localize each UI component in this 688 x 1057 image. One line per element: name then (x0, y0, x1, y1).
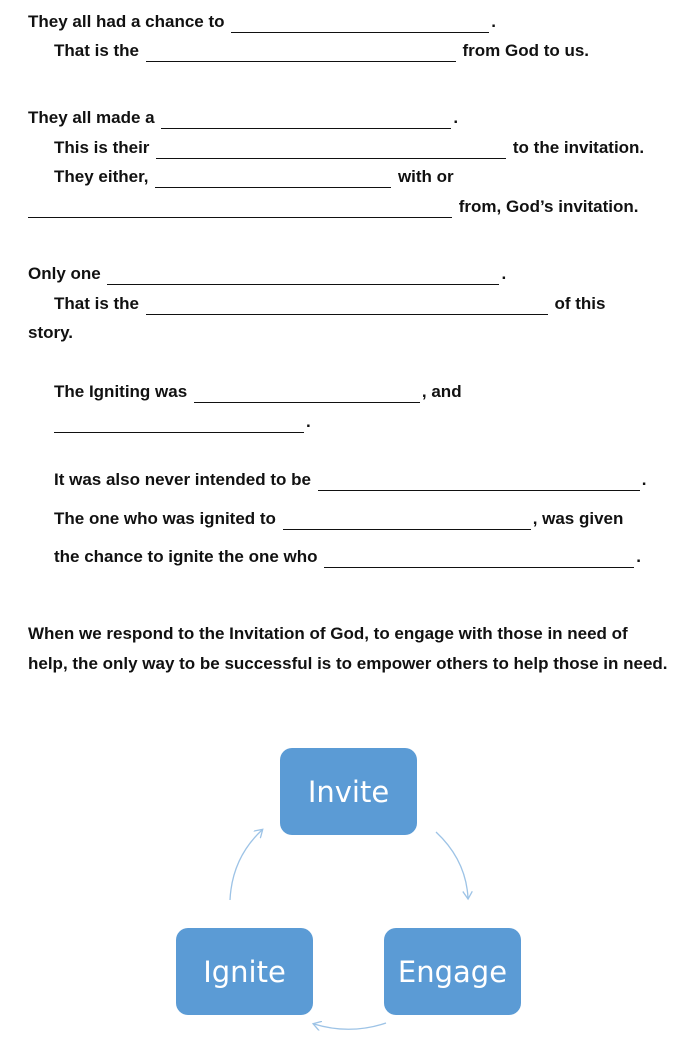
arrow-invite-to-engage (436, 832, 468, 898)
text: . (491, 12, 496, 31)
node-label-ignite: Ignite (203, 955, 286, 989)
text: This is their (54, 138, 150, 157)
node-invite (280, 748, 417, 835)
text: . (641, 470, 647, 489)
text: Only one (28, 264, 101, 283)
text: The Igniting was (54, 382, 188, 401)
text: . (306, 412, 311, 431)
text: of this (554, 294, 606, 313)
text: . (453, 108, 459, 127)
text: That is the (54, 41, 140, 60)
text: from God to us. (462, 41, 590, 60)
text: , and (421, 382, 462, 401)
text: story. (28, 323, 74, 342)
text: The one who was ignited to (54, 509, 276, 528)
arrow-ignite-to-invite (230, 830, 262, 900)
text: from, God’s invitation. (458, 197, 639, 216)
node-label-invite: Invite (307, 775, 390, 809)
node-ignite (176, 928, 313, 1015)
text: the chance to ignite the one who (54, 547, 318, 566)
text: They either, (54, 167, 149, 186)
text: to the invitation. (512, 138, 645, 157)
text: . (501, 264, 507, 283)
summary-paragraph: When we respond to the Invitation of God, to engage with those in need of help, the only way to be successful is to empower others to help those in need. (28, 624, 668, 673)
node-engage (384, 928, 521, 1015)
text: It was also never intended to be (54, 470, 311, 489)
text: That is the (54, 294, 140, 313)
node-label-engage: Engage (397, 955, 508, 989)
text: , was given (532, 509, 624, 528)
text: They all had a chance to (28, 12, 225, 31)
text: They all made a (28, 108, 155, 127)
arrow-engage-to-ignite (314, 1023, 386, 1029)
text: with or (397, 167, 454, 186)
text: . (636, 547, 641, 566)
